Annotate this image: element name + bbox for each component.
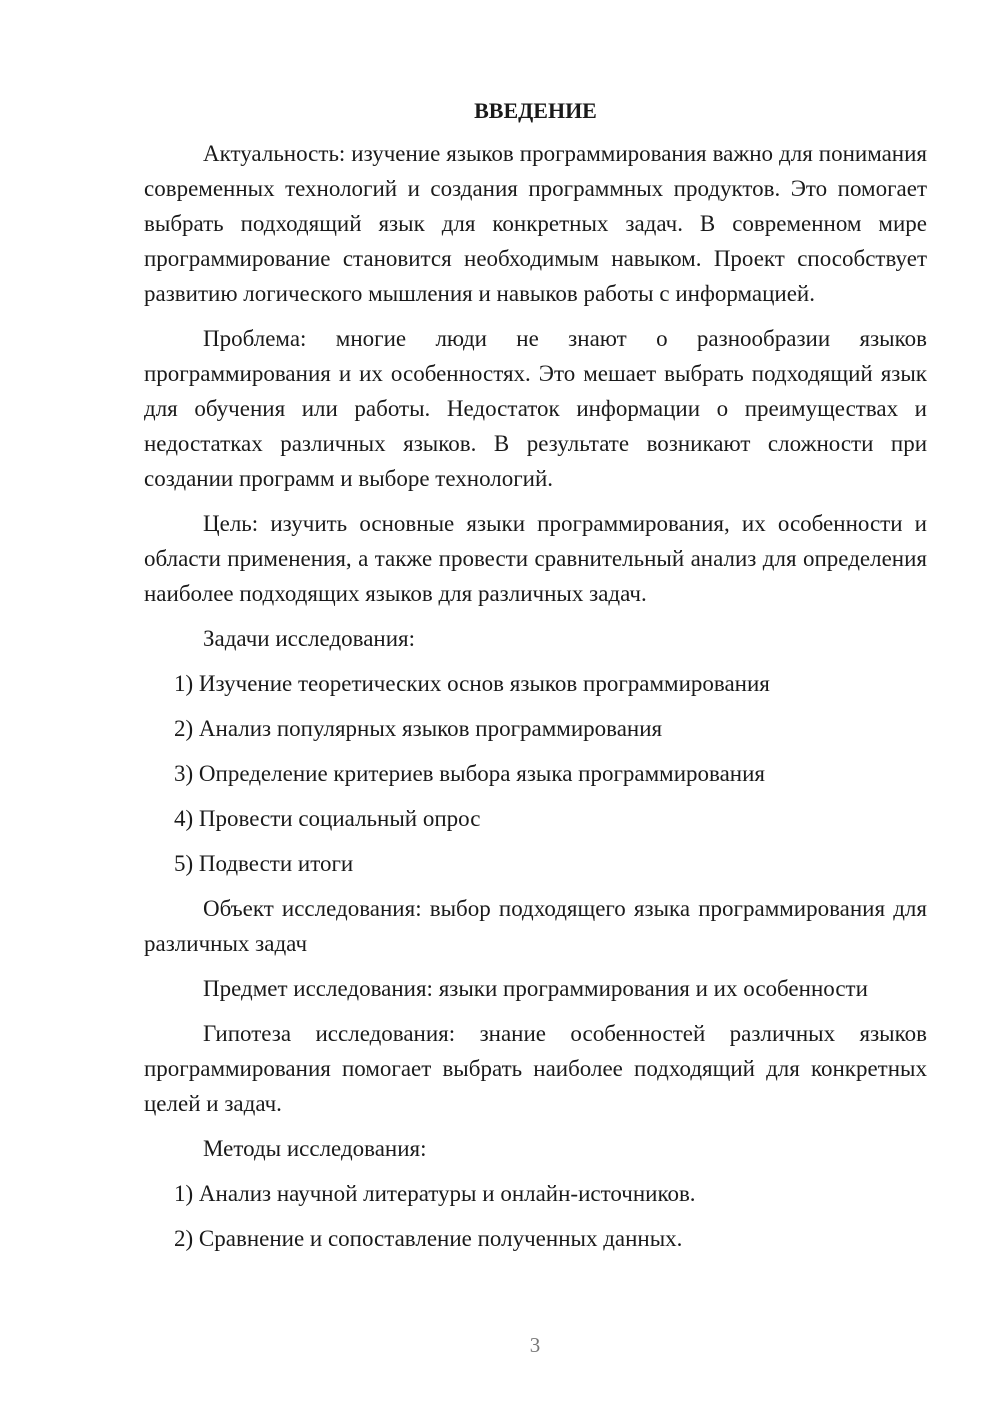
page-number: 3 <box>529 1333 541 1357</box>
page-content <box>144 96 927 1266</box>
methods-heading: Методы исследования: <box>203 1136 427 1161</box>
page-title: ВВЕДЕНИЕ <box>474 98 597 123</box>
task-item: 4) Провести социальный опрос <box>174 806 481 831</box>
hypothesis-paragraph: Гипотеза исследования: знание особенностей различных языков программирования помогает выбрать наиболее подходящий для конкретных целей и задач. <box>144 1021 927 1116</box>
tasks-heading: Задачи исследования: <box>203 626 416 651</box>
relevance-paragraph: Актуальность: изучение языков программирования важно для понимания современных технологий и создания программных продуктов. Это помогает выбрать подходящий язык для конкретных задач. В современном мире программирование становится необходимым навыком. Проект способствует развитию логического мышления и навыков работы с информацией. <box>144 141 927 306</box>
task-item: 2) Анализ популярных языков программирования <box>174 716 663 741</box>
goal-paragraph: Цель: изучить основные языки программирования, их особенности и области применения, а также провести сравнительный анализ для определения наиболее подходящих языков для различных задач. <box>144 511 927 606</box>
task-item: 1) Изучение теоретических основ языков программирования <box>174 671 770 696</box>
method-item: 2) Сравнение и сопоставление полученных данных. <box>174 1226 683 1251</box>
object-paragraph: Объект исследования: выбор подходящего языка программирования для различных задач <box>144 896 927 956</box>
task-item: 5) Подвести итоги <box>174 851 354 876</box>
problem-paragraph: Проблема: многие люди не знают о разнообразии языков программирования и их особенностях. Это мешает выбрать подходящий язык для обучения или работы. Недостаток информации о преимуществах и недостатках различных языков. В результате возникают сложности при создании программ и выборе технологий. <box>144 326 927 491</box>
subject-paragraph: Предмет исследования: языки программирования и их особенности <box>203 976 868 1001</box>
task-item: 3) Определение критериев выбора языка программирования <box>174 761 765 786</box>
method-item: 1) Анализ научной литературы и онлайн-источников. <box>174 1181 696 1206</box>
